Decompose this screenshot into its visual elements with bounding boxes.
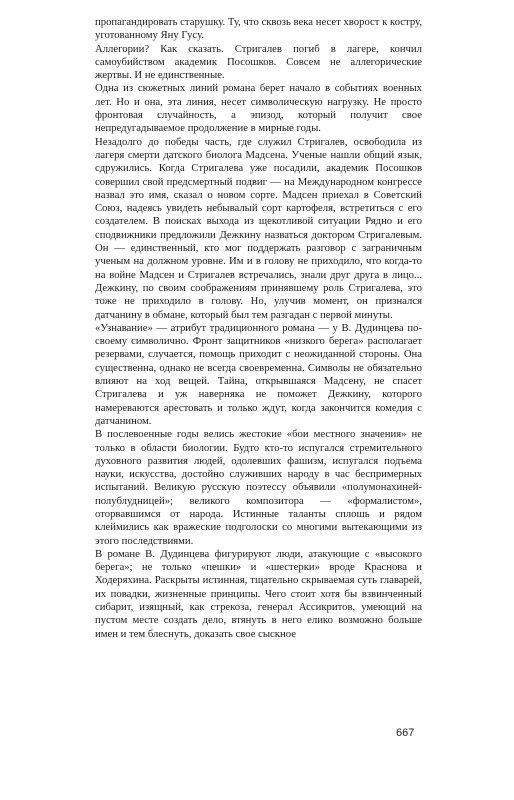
paragraph-allegories: Аллегории? Как сказать. Стригалев погиб в лагере, кончил самоубийством академик Посошков. Совсем не аллегорические жертвы. И не единственные. <box>95 42 422 82</box>
paragraph-postwar: В послевоенные годы велись жестокие «бои местного значения» не только в области биологии. Будто кто-то испугался стремительного духовного развития людей, одолевших фашизм, испугался подъема науки, искусства, достойно служивших народу в час беспримерных испытаний. Великую русскую поэтессу объявили «полумонахиней-полублудницей»; великого композитора — «формалистом», оторвавшимся от народа. Истинные таланты сплошь и рядом клеймились как вражеские подголоски со многими вытекающими из этого последствиями. <box>95 428 422 547</box>
page-body <box>95 16 422 641</box>
paragraph-madsen: Незадолго до победы часть, где служил Стригалев, освободила из лагеря смерти датского биолога Мадсена. Ученые нашли общий язык, сдружились. Когда Стригалева уже посадили, академик Посошков совершил свой предсмертный подвиг — на Международном конгрессе назвал это имя, сказал о новом сорте. Мадсен приехал в Советский Союз, надеясь увидеть небывалый сорт картофеля, встретиться с его создателем. В поисках выхода из щекотливой ситуации Рядно и его сподвижники предложили Дежкину назваться доктором Стригалевым. Он — единственный, кто мог поддержать разговор с заграничным ученым на должном уровне. Им и в голову не приходило, что когда-то на войне Мадсен и Стригалев встречались, знали друг друга в лицо... Дежкину, по своим соображениям принявшему роль Стригалева, это тоже не приходило в голову. Но, улучив момент, он признался датчанину в обмане, который был тем разгадан с первой минуты. <box>95 135 422 321</box>
page-number: 667 <box>396 727 415 739</box>
paragraph-high-bank: В романе В. Дудинцева фигурируют люди, атакующие с «высокого берега»; не только «пешки» и «шестерки» вроде Краснова и Ходеряхина. Раскрыты истинная, тщательно скрываемая суть главарей, их повадки, жизненные принципы. Чего стоит хотя бы взвинченный сибарит, изящный, как стрекоза, генерал Ассикритов, умеющий на пустом месте создать дело, втянуть в него елико возможно больше имен и тем блеснуть, доказать свое сыскное <box>95 547 422 640</box>
paragraph-recognition: «Узнавание» — атрибут традиционного романа — у В. Дудинцева по-своему символично. Фронт защитников «низкого берега» располагает резервами, случается, помощь приходит с неожиданной стороны. Она существенна, однако не всегда своевременна. Символы не обязательно влияют на ход вещей. Тайна, открывшаяся Мадсену, не спасет Стригалева и уж наверняка не поможет Дежкину, которого намереваются арестовать и только ждут, когда закончится комедия с датчанином. <box>95 321 422 427</box>
paragraph-plot-line: Одна из сюжетных линий романа берет начало в событиях военных лет. Но и она, эта линия, несет символическую нагрузку. Не просто фронтовая случайность, а эпизод, который получит свое непредугадываемое продолжение в мирные годы. <box>95 82 422 135</box>
paragraph-continuation: пропагандировать старушку. Ту, что сквозь века несет хворост к костру, уготованному Яну Гусу. <box>95 16 422 42</box>
